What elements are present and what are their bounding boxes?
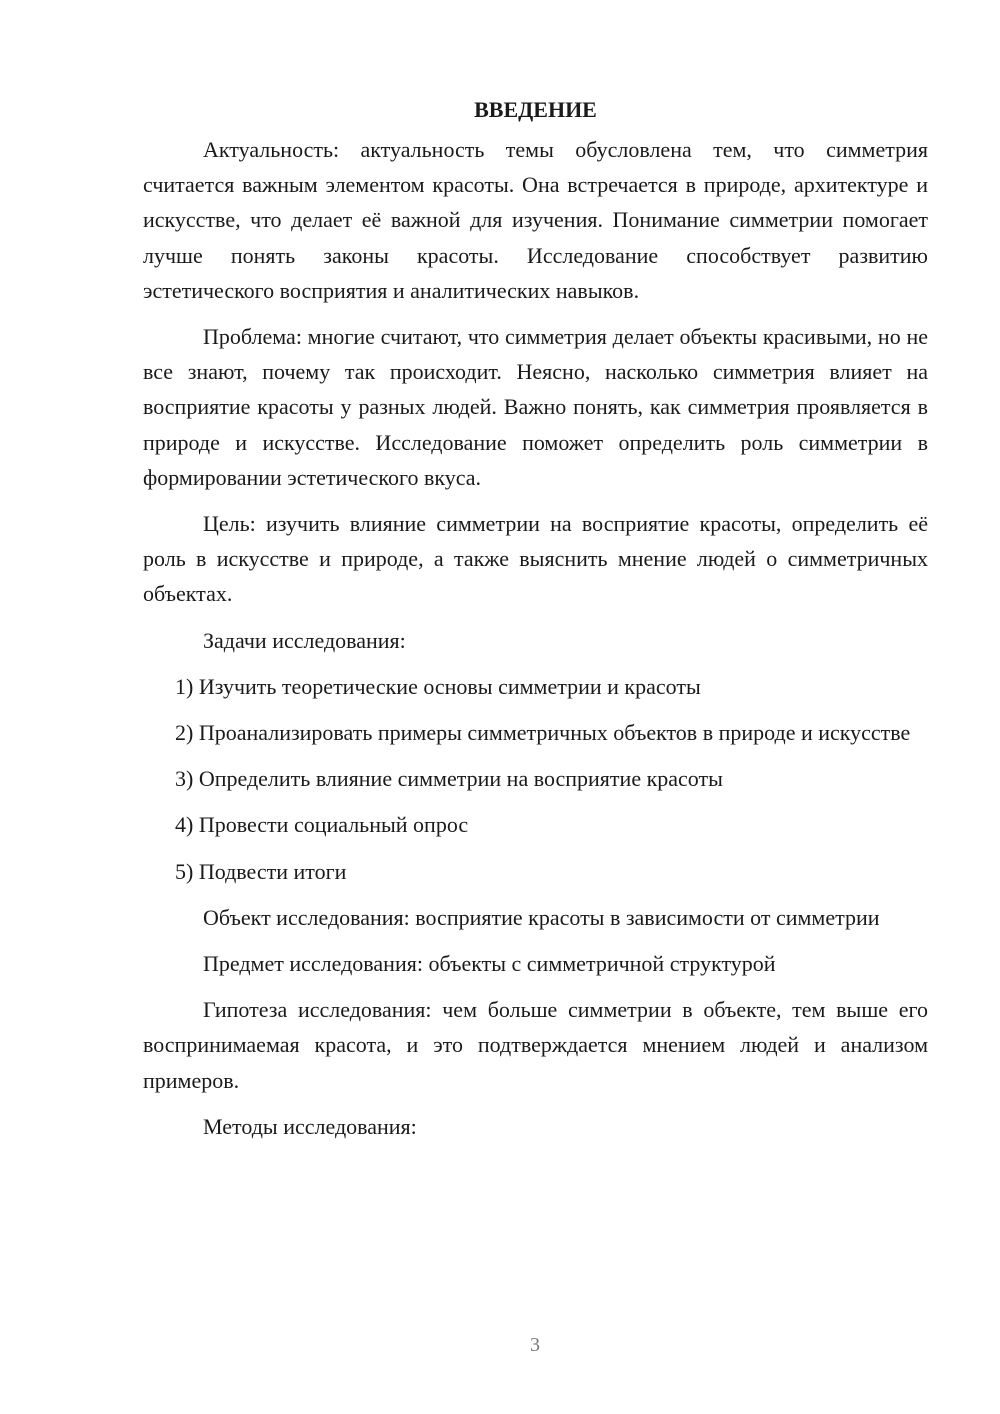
- task-item-3: 3) Определить влияние симметрии на восприятие красоты: [175, 766, 723, 792]
- problem-paragraph: Проблема: многие считают, что симметрия делает объекты красивыми, но не все знают, почему так происходит. Неясно, насколько симметрия влияет на восприятие красоты у разных людей. Важно понять, как симметрия проявляется в природе и искусстве. Исследование поможет определить роль симметрии в формировании эстетического вкуса.: [143, 324, 928, 490]
- goal-paragraph: Цель: изучить влияние симметрии на восприятие красоты, определить её роль в искусстве и природе, а также выяснить мнение людей о симметричных объектах.: [143, 511, 928, 607]
- page-number: 3: [530, 1334, 540, 1356]
- methods-heading: Методы исследования:: [203, 1113, 417, 1139]
- task-item-1: 1) Изучить теоретические основы симметрии и красоты: [175, 673, 701, 699]
- object-paragraph: Объект исследования: восприятие красоты в зависимости от симметрии: [203, 904, 880, 930]
- task-item-5: 5) Подвести итоги: [175, 858, 347, 884]
- subject-paragraph: Предмет исследования: объекты с симметричной структурой: [203, 951, 776, 977]
- tasks-heading: Задачи исследования:: [203, 627, 406, 653]
- document-page: [143, 92, 928, 1155]
- relevance-paragraph: Актуальность: актуальность темы обусловлена тем, что симметрия считается важным элементом красоты. Она встречается в природе, архитектуре и искусстве, что делает её важной для изучения. Понимание симметрии помогает лучше понять законы красоты. Исследование способствует развитию эстетического восприятия и аналитических навыков.: [143, 137, 928, 303]
- section-title: ВВЕДЕНИЕ: [474, 97, 597, 122]
- task-item-2: 2) Проанализировать примеры симметричных объектов в природе и искусстве: [175, 720, 911, 746]
- task-item-4: 4) Провести социальный опрос: [175, 812, 469, 838]
- hypothesis-paragraph: Гипотеза исследования: чем больше симметрии в объекте, тем выше его воспринимаемая красота, и это подтверждается мнением людей и анализом примеров.: [143, 997, 928, 1093]
